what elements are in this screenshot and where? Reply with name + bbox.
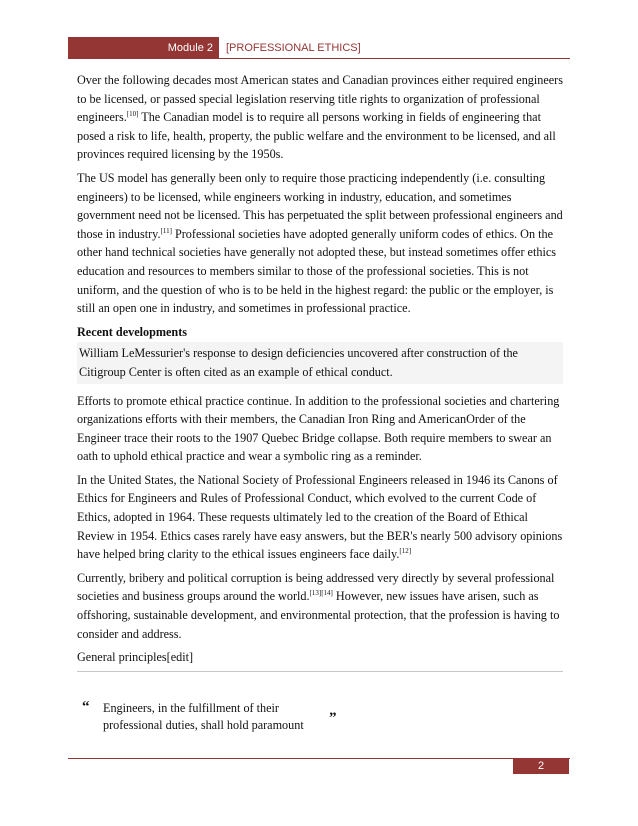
header-rule xyxy=(68,58,570,59)
paragraph-licensing: Over the following decades most American states and Canadian provinces either required engineers to be licensed, or passed special legislation reserving title rights to organization of professional engineers.[10] The Canadian model is to require all persons working in fields of engineering that posed a risk to life, health, property, the public welfare and the environment to be licensed, and all provinces required licensing by the 1950s. xyxy=(77,73,563,162)
citation-13-14[interactable]: [13][14] xyxy=(309,589,333,598)
paragraph-nspe: In the United States, the National Society of Professional Engineers released in 1946 its Canons of Ethics for Engineers and Rules of Professional Conduct, which evolved to the current Code of Ethics, adopted in 1964. These requests ultimately led to the creation of the Board of Ethical Review in 1954. Ethics cases rarely have easy answers, but the BER's nearly 500 advisory opinions have helped bring clarity to the ethical issues engineers face daily.[12] xyxy=(77,472,563,562)
paragraph-efforts: Efforts to promote ethical practice continue. In addition to the professional societies and chartering organizations efforts with their members, the Canadian Iron Ring and AmericanOrder of the Engineer trace their roots to the 1907 Quebec Bridge collapse. Both require members to swear an oath to uphold ethical practice and wear a symbolic ring as a reminder. xyxy=(77,393,560,464)
document-body xyxy=(77,71,563,672)
paragraph-corruption: Currently, bribery and political corruption is being addressed very directly by several professional societies and business groups around the world.[13][14] However, new issues have arisen, such as offshoring, sustainable development, and environmental protection, that the profession is having to consider and address. xyxy=(77,570,560,641)
citation-11[interactable]: [11] xyxy=(160,226,172,235)
header-title: [PROFESSIONAL ETHICS] xyxy=(226,42,361,54)
general-principles-heading: General principles[edit] xyxy=(77,648,563,672)
module-label: Module 2 xyxy=(68,37,219,59)
quote-text: Engineers, in the fulfillment of their professional duties, shall hold paramount xyxy=(103,701,304,732)
close-quote-mark: ” xyxy=(329,710,337,726)
page-number: 2 xyxy=(513,758,569,774)
section-heading: Recent developments xyxy=(77,324,188,339)
highlight-box: William LeMessurier's response to design deficiencies uncovered after construction of the Citigroup Center is often cited as an example of ethical conduct. xyxy=(77,342,563,383)
footer-rule xyxy=(68,758,570,759)
page-header xyxy=(68,37,570,59)
open-quote-mark: “ xyxy=(82,699,90,715)
citation-12[interactable]: [12] xyxy=(399,547,412,556)
citation-10[interactable]: [10] xyxy=(126,110,139,119)
paragraph-us-model: The US model has generally been only to require those practicing independently (i.e. consulting engineers) to be licensed, while engineers working in industry, education, and sometimes government need not be licensed. This has perpetuated the split between professional engineers and those in industry.[11] Professional societies have adopted generally uniform codes of ethics. On the other hand technical societies have generally not adopted these, but instead sometimes offer ethics education and resources to members similar to those of the professional societies. This is not uniform, and the question of who is to be held in the highest regard: the public or the employer, is still an open one in industry, and sometimes in professional practice. xyxy=(77,170,563,316)
